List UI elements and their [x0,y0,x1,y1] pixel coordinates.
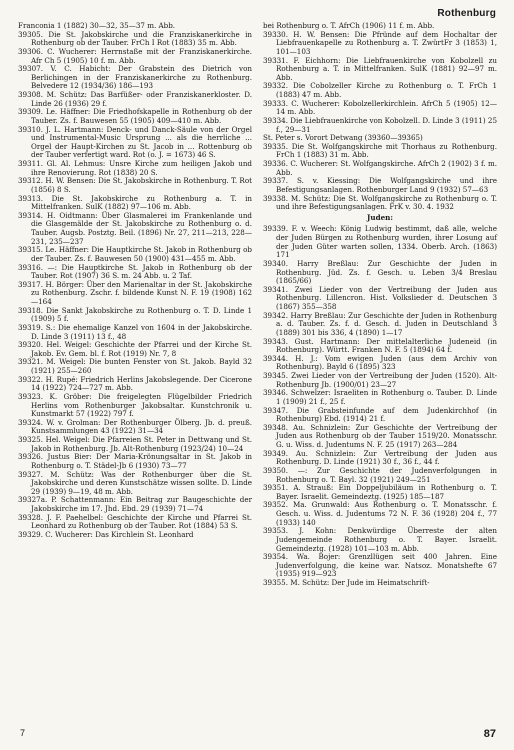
bibliography-entry [18,531,252,540]
bibliography-entry [18,453,252,470]
entry-number: 39338. [263,193,288,203]
entry-text: M. Schütz: Der Jude im Heimatschrift- [290,578,430,587]
entry-number: 39307. [18,64,43,74]
bibliography-entry [263,225,497,260]
continuation-text: Franconia 1 (1882) 30—32, 35—37 m. Abb. [18,21,176,30]
entry-number: 39353. [263,526,288,536]
bibliography-entry [263,195,497,212]
entry-text: Die St. Wolfgangskirche mit Thorhaus zu Rothenburg. FrCh 1 (1883) 31 m. Abb. [276,141,497,160]
entry-number: 39342. [263,310,288,320]
entry-number: 39336. [263,159,288,168]
entry-text: Die Liebfrauenkirche von Kobolzell. D. Linde 3 (1911) 25 f., 29—31 [276,115,497,134]
entry-number: 39337. [263,176,288,186]
bibliography-entry [18,126,252,161]
entry-text: Zwei Lieder von der Vertreibung der Juden aus Rothenburg. Lillencron. Hist. Volkslieder d. Deutschen 3 (1867) 355—358 [276,284,497,311]
bibliography-entry [18,246,252,263]
entry-number: 39330. [263,29,288,39]
entry-number: 39313. [18,193,43,203]
entry-number: 39327. [18,469,43,479]
entry-text: Ma. Grunwald: Aus Rothenburg o. T. Monatsschr. f. Gesch. u. Wiss. d. Judentums 72 N. F. 36 (1928) 204 f., 77 (1933) 140 [276,500,497,527]
bibliography-entry [263,579,497,588]
running-head: Rothenburg [437,8,496,19]
entry-number: 39325. [18,435,43,444]
entry-text: Justus Bier: Der Maria-Krönungsaltar in St. Jakob in Rothenburg o. T. Städel-Jb 6 (1930) 73—77 [31,452,252,470]
bibliography-entry [263,260,497,286]
entry-number: 39311. [18,159,43,168]
entry-number: 39318. [18,305,43,315]
bibliography-entry [18,514,252,531]
bibliography-entry [263,177,497,194]
entry-number: 39346. [263,388,288,398]
entry-text: M. Schütz: Die St. Wolfgangskirche zu Rothenburg o. T. und ihre Befestigungsanlagen. FrK v. 30. 4. 1932 [276,193,497,212]
entry-text: K. Gröber: Die freigelegten Flügelbilder Friedrich Herlins vom Rothenburger Jakobsaltar. Kunstchronik u. Kunstmarkt 57 (1922) 797 f. [31,391,252,419]
section-heading: Juden: [367,212,393,222]
bibliography-entry [263,484,497,501]
entry-number: 39317. [18,279,43,289]
entry-text: H. W. Bensen: Die St. Jakobskirche in Rothenburg. T. Rot (1856) 8 S. [31,176,252,194]
bibliography-entry [263,527,497,553]
bibliography-entry [263,143,497,160]
entry-text: S.: Die ehemalige Kanzel von 1604 in der Jakobskirche. D. Linde 3 (1911) 13 f., 48 [31,322,252,341]
entry-text: Gust. Hartmann: Der mittelalterliche Judeneid (in Rothenburg). Württ. Franken N. F. 5 (1894) 64 f. [276,336,497,355]
bibliography-entry [18,307,252,324]
entry-text: Die Grabsteinfunde auf dem Judenkirchhof (in Rothenburg) Ebd. (1914) 21 f. [276,405,497,424]
entry-number: 39308. [18,90,43,99]
bibliography-entry [263,312,497,338]
bibliography-entry [263,355,497,372]
bibliography-entry [18,419,252,436]
entry-number: 39314. [18,210,43,220]
entry-text: H. J.: Vom ewigen Juden (aus dem Archiv von Rothenburg). Bayld 6 (1895) 323 [276,353,497,372]
bibliography-entry [263,57,497,83]
entry-number: 39321. [18,357,43,367]
entry-number: 39335. [263,141,288,151]
footer-mark: 7 [20,728,26,738]
entry-number: 39305. [18,29,43,39]
bibliography-entry [18,264,252,281]
entry-text: St. Peter s. Vorort Detwang (39360—39365) [263,133,423,143]
entry-number: 39319. [18,322,43,332]
entry-text: C. Wucherer: St. Wolfgangskirche. AfrCh 2 (1902) 3 f. m. Abb. [276,159,497,177]
entry-number: 39327a. [18,495,48,505]
bibliography-entry [263,501,497,527]
bibliography-entry [263,389,497,406]
entry-text: H. Börger: Über den Marienaltar in der St. Jakobskirche zu Rothenburg. Zschr. f. bildende Kunst N. F. 19 (1908) 162—164 [31,279,252,306]
entry-text: Zwei Lieder von der Vertreibung der Juden (1520). Alt-Rothenburg Jb. (1900/01) 23—27 [276,371,498,389]
bibliography-entry [18,341,252,358]
bibliography-entry [18,91,252,108]
entry-number: 39344. [263,353,288,363]
entry-number: 39320. [18,340,43,350]
entry-text: H. W. Bensen: Die Pfründe auf dem Hochaltar der Liebfrauenkapelle zu Rothenburg a. T. ZwürtFr 3 (1853) 1, 101—103 [276,29,497,56]
entry-text: Harry Breßlau: Zur Geschichte der Juden in Rothenburg a. d. Tauber. Zs. f. d. Gesch. d. Juden in Deutschland 3 (1889) 301 bis 336, 4 (1890) 1—17 [276,310,497,337]
entry-text: V. C. Habicht: Der Grabstein des Dietrich von Berlichingen in der Franziskanerkirche zu Rothenburg. Belvedere 12 (1934/36) 186—193 [31,64,252,91]
bibliography-entry [263,372,497,389]
entry-text: F. v. Weech: König Ludwig bestimmt, daß alle, welche der Juden Bürgen zu Rothenburg wurden, ihrer Losung auf der Juden Güter warten sollen, 1334. Oberb. Arch. (1863) 171 [276,224,497,260]
bibliography-entry [18,160,252,177]
entry-number: 39352. [263,500,288,510]
bibliography-entry [18,281,252,307]
page-number: 87 [483,728,496,740]
entry-text: H. Rupé: Friedrich Herlins Jakobslegende. Der Cicerone 14 (1922) 724—727 m. Abb. [31,374,252,393]
entry-number: 39332. [263,81,288,91]
entry-number: 39348. [263,422,288,432]
entry-number: 39309. [18,107,43,117]
entry-number: 39328. [18,512,43,522]
bibliography-entry [18,436,252,453]
bibliography-entry [263,553,497,579]
entry-text: Die St. Jakobskirche zu Rothenburg a. T. in Mittelfranken. SulK (1882) 97—106 m. Abb. [31,193,253,212]
entry-text: Harry Breßlau: Zur Geschichte der Juden in Rothenburg. Jüd. Zs. f. Gesch. u. Leben 3/4 Breslau (1865/66) [276,258,497,286]
entry-text: M. Schütz: Das Barfüßer- oder Franziskanerkloster. D. Linde 26 (1936) 29 f. [31,90,252,108]
entry-number: 39345. [263,371,288,380]
entry-text: —: Zur Geschichte der Judenverfolgungen in Rothenburg o. T. Bayl. 32 (1921) 249—251 [276,465,497,484]
entry-text: Le. Häffner: Die Hauptkirche St. Jakob in Rothenburg ob der Tauber. Zs. f. Bauwesen 50 (1900) 431—455 m. Abb. [31,245,252,263]
entry-number: 39310. [18,124,43,134]
entry-text: J. F. Paehelbel: Geschichte der Kirche und Pfarrei St. Leonhard zu Rothenburg ob der Tauber. Rot (1884) 53 S. [31,512,252,531]
bibliography-entry [18,48,252,65]
bibliography-entry [263,160,497,177]
entry-text: C. Wucherer: Kobolzellerkirchlein. AfrCh 5 (1905) 12—14 m. Abb. [276,98,497,117]
entry-text: Die Sankt Jakobskirche zu Rothenburg o. T. D. Linde 1 (1909) 5 f. [31,305,252,324]
entry-number: 39323. [18,391,43,401]
entry-number: 39315. [18,245,43,255]
entry-number: 39339. [263,224,288,234]
entry-number: 39351. [263,483,288,493]
bibliography-entry [18,195,252,212]
entry-number: 39343. [263,336,288,346]
entry-text: H. Oidtmann: Über Glasmalerei im Frankenlande und die Glasgemälde der St. Jakobskirche zu Rothenburg o. d. Tauber. Augsb. Postztg. Beil. (1896) Nr. 27, 211—213, 228—231, 235—237 [31,210,252,246]
entry-number: 39322. [18,374,43,384]
continuation-text: bei Rothenburg o. T. AfrCh (1906) 11 f. m. Abb. [263,21,435,30]
bibliography-entry [263,450,497,467]
entry-text: Au. Schnizlein: Zur Geschichte der Vertreibung der Juden aus Rothenburg ob der Tauber 1519/20. Monatsschr. G. u. Wiss. d. Judentums N. F. 25 (1917) 263—284 [276,422,497,449]
bibliography-entry [18,358,252,375]
entry-text: Gl. Al. Lehmus: Unsre Kirche zum heiligen Jakob und ihre Renovierung. Rot (1838) 20 S. [31,159,252,177]
bibliography-entry [18,65,252,91]
entry-number: 39350. [263,465,288,475]
entry-number: 39324. [18,417,43,427]
entry-text: Hel. Weigel: Die Pfarreien St. Peter in Dettwang und St. Jakob in Rothenburg. Jb. Alt-Rothenburg (1923/24) 10—24 [31,435,252,453]
entry-text: A. Strauß: Ein Doppeljubiläum in Rothenburg o. T. Bayer. Israelit. Gemeindeztg. (1925) 185—187 [276,483,497,501]
entry-text: C. Wucherer: Herrnstaße mit der Franziskanerkirche. Afr Ch 5 (1905) 10 f. m. Abb. [31,46,252,65]
entry-number: 39326. [18,452,43,462]
right-column [263,22,497,588]
entry-number: 39340. [263,258,288,268]
entry-text: F. Eichhorn: Die Liebfrauenkirche von Kobolzell zu Rothenburg a. T. in Mittelfranken. SulK (1881) 92—97 m. Abb. [276,55,497,82]
entry-text: P. Schattenmann: Ein Beitrag zur Baugeschichte der Jakobskirche im 17. Jhd. Ebd. 29 (1939) 71—74 [31,495,252,513]
entry-text: Die St. Jakobskirche und die Franziskanerkirche in Rothenburg ob der Tauber. FrCh I Rot (1883) 35 m. Abb. [31,29,252,48]
entry-number: 39349. [263,448,288,458]
bibliography-entry [263,338,497,355]
bibliography-entry [263,82,497,99]
entry-number: 39312. [18,176,43,186]
entry-text: C. Wucherer: Das Kirchlein St. Leonhard [45,529,194,539]
bibliography-entry [18,393,252,419]
bibliography-entry [263,31,497,57]
entry-text: J. L. Hartmann: Denck- und Danck-Säule von der Orgel und Instrumental-Music Ursprung ... als die herrliche ... Orgel der Haupt-Kirchen zu St. Jacob in ... Rottenburg ob der Tauber verfertigt ward. Rot (o. J. = 1673) 46 S. [31,124,252,160]
entry-text: Schwelzer: Israeliten in Rothenburg o. Tauber. D. Linde 1 (1909) 21 f., 25 f. [276,388,497,406]
bibliography-entry [263,424,497,450]
bibliography-entry [18,31,252,48]
entry-text: W. v. Grolman: Der Rothenburger Ölberg. Jb. d. preuß. Kunstsammlungen 43 (1922) 31—34 [31,417,252,436]
left-column [18,22,252,540]
entry-text: Au. Schnizlein: Zur Vertreibung der Juden aus Rothenburg. D. Linde (1921) 30 f., 36 f., 44 f. [276,448,497,467]
bibliography-entry [18,376,252,393]
entry-number: 39347. [263,405,288,415]
entry-number: 39333. [263,98,288,108]
bibliography-entry [263,407,497,424]
bibliography-entry [263,286,497,312]
entry-text: S. v. Kiessing: Die Wolfgangskirche und ihre Befestigungsanlagen. Rothenburger Land 9 (1932) 57—63 [276,176,497,194]
entry-number: 39329. [18,529,43,539]
entry-number: 39334. [263,115,288,125]
bibliography-entry [18,471,252,497]
entry-number: 39341. [263,284,288,294]
entry-text: M. Schütz: Was der Rothenburger über die St. Jakobskirche und deren Kunstschätze wissen sollte. D. Linde 29 (1939) 9—19, 48 m. Abb. [31,469,252,496]
entry-text: Hel. Weigel: Geschichte der Pfarrei und der Kirche St. Jakob. Ev. Gem. bl. f. Rot (1919) Nr. 7, 8 [31,340,252,358]
bibliography-entry [263,467,497,484]
bibliography-entry [18,177,252,194]
entry-number: 39354. [263,552,288,562]
entry-number: 39306. [18,46,43,56]
bibliography-entry [18,324,252,341]
entry-number: 39331. [263,55,288,65]
bibliography-entry [18,212,252,247]
entry-text: Wa. Bojer: Grenzllügen seit 400 Jahren. Eine Judenverfolgung, die keine war. Natsoz. Monatshefte 67 (1935) 919—923 [276,552,497,579]
entry-text: —: Die Hauptkirche St. Jakob in Rothenburg ob der Tauber. Rot (1907) 36 S. m. 24 Abb. u. 2 Taf. [31,262,252,281]
entry-number: 39355. [263,578,288,587]
bibliography-entry [263,117,497,134]
entry-text: Die Cobolzeller Kirche zu Rothenburg o. T. FrCh 1 (1883) 47 m. Abb. [276,81,497,99]
entry-text: Le. Häffner: Die Friedhofskapelle in Rothenburg ob der Tauber. Zs. f. Bauwesen 55 (1905) 409—410 m. Abb. [31,107,252,125]
bibliography-entry [18,496,252,513]
entry-text: J. Kohn: Denkwürdige Überreste der alten Judengemeinde Rothenburg o. T. Bayer. Israelit. Gemeindeztg. (1928) 101—103 m. Abb. [276,526,497,553]
bibliography-entry [263,100,497,117]
entry-number: 39316. [18,262,43,272]
bibliography-entry [18,108,252,125]
entry-text: M. Weigel: Die bunten Fenster von St. Jakob. Bayld 32 (1921) 255—260 [31,357,252,375]
